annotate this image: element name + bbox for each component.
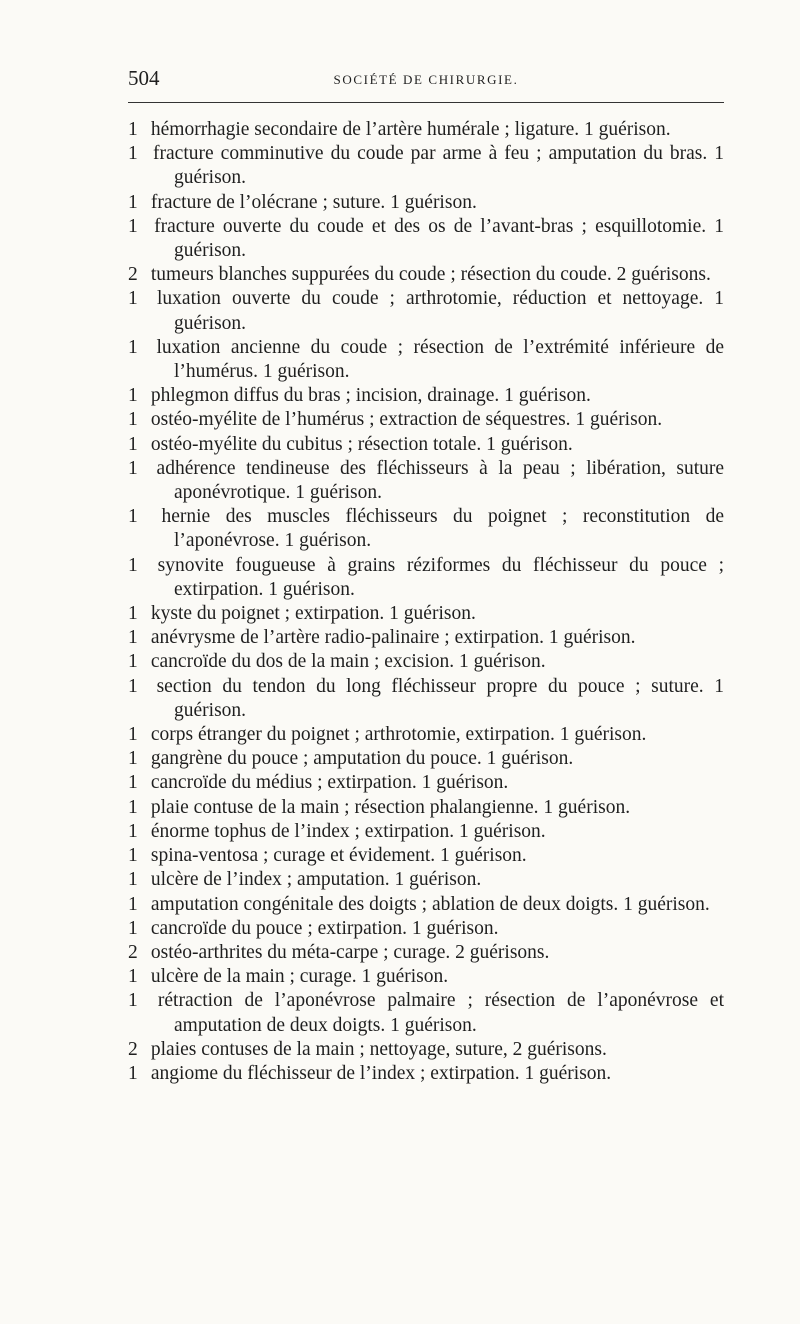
list-item xyxy=(128,215,724,263)
case-count: 1 xyxy=(128,627,138,649)
case-count: 1 xyxy=(128,820,138,842)
case-count: 1 xyxy=(128,651,138,673)
case-text: cancroïde du médius ; extirpation. 1 guérison. xyxy=(150,772,509,794)
list-item xyxy=(128,941,724,965)
case-text: gangrène du pouce ; amputation du pouce. 1 guérison. xyxy=(150,748,574,770)
case-count: 1 xyxy=(128,966,138,988)
list-item xyxy=(128,844,724,868)
case-text: fracture de l’olécrane ; suture. 1 guérison. xyxy=(150,191,477,213)
case-text: luxation ouverte du coude ; arthrotomie, réduction et nettoyage. 1 guérison. xyxy=(157,288,724,334)
case-count: 1 xyxy=(128,554,138,576)
case-text: ulcère de la main ; curage. 1 guérison. xyxy=(150,966,449,988)
list-item xyxy=(128,626,724,650)
case-count: 1 xyxy=(128,675,138,697)
case-count: 1 xyxy=(128,772,138,794)
case-count: 1 xyxy=(128,215,138,237)
case-text: hémorrhagie secondaire de l’artère humérale ; ligature. 1 guérison. xyxy=(150,119,671,140)
case-text: cancroïde du dos de la main ; excision. 1 guérison. xyxy=(150,651,546,673)
case-count: 1 xyxy=(128,724,138,746)
list-item xyxy=(128,650,724,674)
case-text: amputation congénitale des doigts ; ablation de deux doigts. 1 guérison. xyxy=(150,893,710,915)
case-text: ostéo-arthrites du méta-carpe ; curage. 2 guérisons. xyxy=(150,941,550,963)
list-item xyxy=(128,408,724,432)
page-header xyxy=(128,66,724,94)
case-count: 1 xyxy=(128,433,138,455)
list-item xyxy=(128,505,724,553)
case-text: anévrysme de l’artère radio-palinaire ; extirpation. 1 guérison. xyxy=(150,627,636,649)
case-text: ostéo-myélite du cubitus ; résection totale. 1 guérison. xyxy=(150,433,573,455)
page-number: 504 xyxy=(128,66,160,90)
case-count: 2 xyxy=(128,264,138,286)
case-count: 1 xyxy=(128,917,138,939)
list-item xyxy=(128,989,724,1037)
case-count: 2 xyxy=(128,1038,138,1060)
case-count: 1 xyxy=(128,1062,138,1084)
list-item xyxy=(128,384,724,408)
case-count: 2 xyxy=(128,941,138,963)
list-item xyxy=(128,771,724,795)
list-item xyxy=(128,433,724,457)
case-count: 1 xyxy=(128,288,138,310)
list-item xyxy=(128,917,724,941)
case-count: 1 xyxy=(128,796,138,818)
case-count: 1 xyxy=(128,990,138,1012)
case-count: 1 xyxy=(128,119,138,140)
list-item xyxy=(128,747,724,771)
case-count: 1 xyxy=(128,506,138,528)
case-text: kyste du poignet ; extirpation. 1 guérison. xyxy=(150,603,476,625)
case-text: fracture ouverte du coude et des os de l’avant-bras ; esquillotomie. 1 guérison. xyxy=(154,215,725,262)
case-count: 1 xyxy=(128,457,138,479)
case-count: 1 xyxy=(128,336,138,358)
list-item xyxy=(128,287,724,335)
list-item xyxy=(128,142,724,190)
list-item xyxy=(128,554,724,602)
case-text: adhérence tendineuse des fléchisseurs à la peau ; libération, suture aponévrotique. 1 guérison. xyxy=(156,457,725,504)
case-text: ostéo-myélite de l’humérus ; extraction de séquestres. 1 guérison. xyxy=(150,409,663,431)
case-text: hernie des muscles fléchisseurs du poignet ; reconstitution de l’aponévrose. 1 guérison. xyxy=(161,506,724,552)
case-text: phlegmon diffus du bras ; incision, drainage. 1 guérison. xyxy=(150,385,591,407)
case-text: corps étranger du poignet ; arthrotomie, extirpation. 1 guérison. xyxy=(150,724,647,746)
case-text: section du tendon du long fléchisseur propre du pouce ; suture. 1 guérison. xyxy=(156,675,724,721)
case-count: 1 xyxy=(128,869,138,891)
case-text: tumeurs blanches suppurées du coude ; résection du coude. 2 guérisons. xyxy=(150,264,711,286)
list-item xyxy=(128,868,724,892)
list-item xyxy=(128,965,724,989)
case-text: plaie contuse de la main ; résection phalangienne. 1 guérison. xyxy=(150,796,631,818)
list-item xyxy=(128,820,724,844)
case-count: 1 xyxy=(128,385,138,407)
case-text: luxation ancienne du coude ; résection de l’extrémité inférieure de l’humérus. 1 guérison. xyxy=(156,336,724,383)
case-count: 1 xyxy=(128,191,138,213)
case-count: 1 xyxy=(128,845,138,867)
case-text: angiome du fléchisseur de l’index ; extirpation. 1 guérison. xyxy=(150,1062,612,1084)
case-text: synovite fougueuse à grains réziformes du fléchisseur du pouce ; extirpation. 1 guérison. xyxy=(157,554,724,600)
case-text: énorme tophus de l’index ; extirpation. 1 guérison. xyxy=(150,820,546,842)
list-item xyxy=(128,602,724,626)
header-rule xyxy=(128,102,724,103)
case-count: 1 xyxy=(128,143,138,165)
case-count: 1 xyxy=(128,409,138,431)
list-item xyxy=(128,191,724,215)
list-item xyxy=(128,118,724,142)
case-text: cancroïde du pouce ; extirpation. 1 guérison. xyxy=(150,917,499,939)
list-item xyxy=(128,263,724,287)
case-text: spina-ventosa ; curage et évidement. 1 guérison. xyxy=(150,845,527,867)
list-item xyxy=(128,675,724,723)
case-text: fracture comminutive du coude par arme à feu ; amputation du bras. 1 guérison. xyxy=(153,143,725,189)
list-item xyxy=(128,893,724,917)
list-item xyxy=(128,1062,724,1086)
case-text: rétraction de l’aponévrose palmaire ; résection de l’aponévrose et amputation de deux doigts. 1 guérison. xyxy=(157,990,724,1036)
list-item xyxy=(128,723,724,747)
case-count: 1 xyxy=(128,748,138,770)
case-count: 1 xyxy=(128,603,138,625)
case-count: 1 xyxy=(128,893,138,915)
running-title: SOCIÉTÉ DE CHIRURGIE. xyxy=(333,72,519,87)
list-item xyxy=(128,796,724,820)
list-item xyxy=(128,1038,724,1062)
list-item xyxy=(128,457,724,505)
case-text: plaies contuses de la main ; nettoyage, suture, 2 guérisons. xyxy=(150,1038,607,1060)
list-item xyxy=(128,336,724,384)
case-text: ulcère de l’index ; amputation. 1 guérison. xyxy=(150,869,482,891)
case-list xyxy=(128,118,724,1086)
